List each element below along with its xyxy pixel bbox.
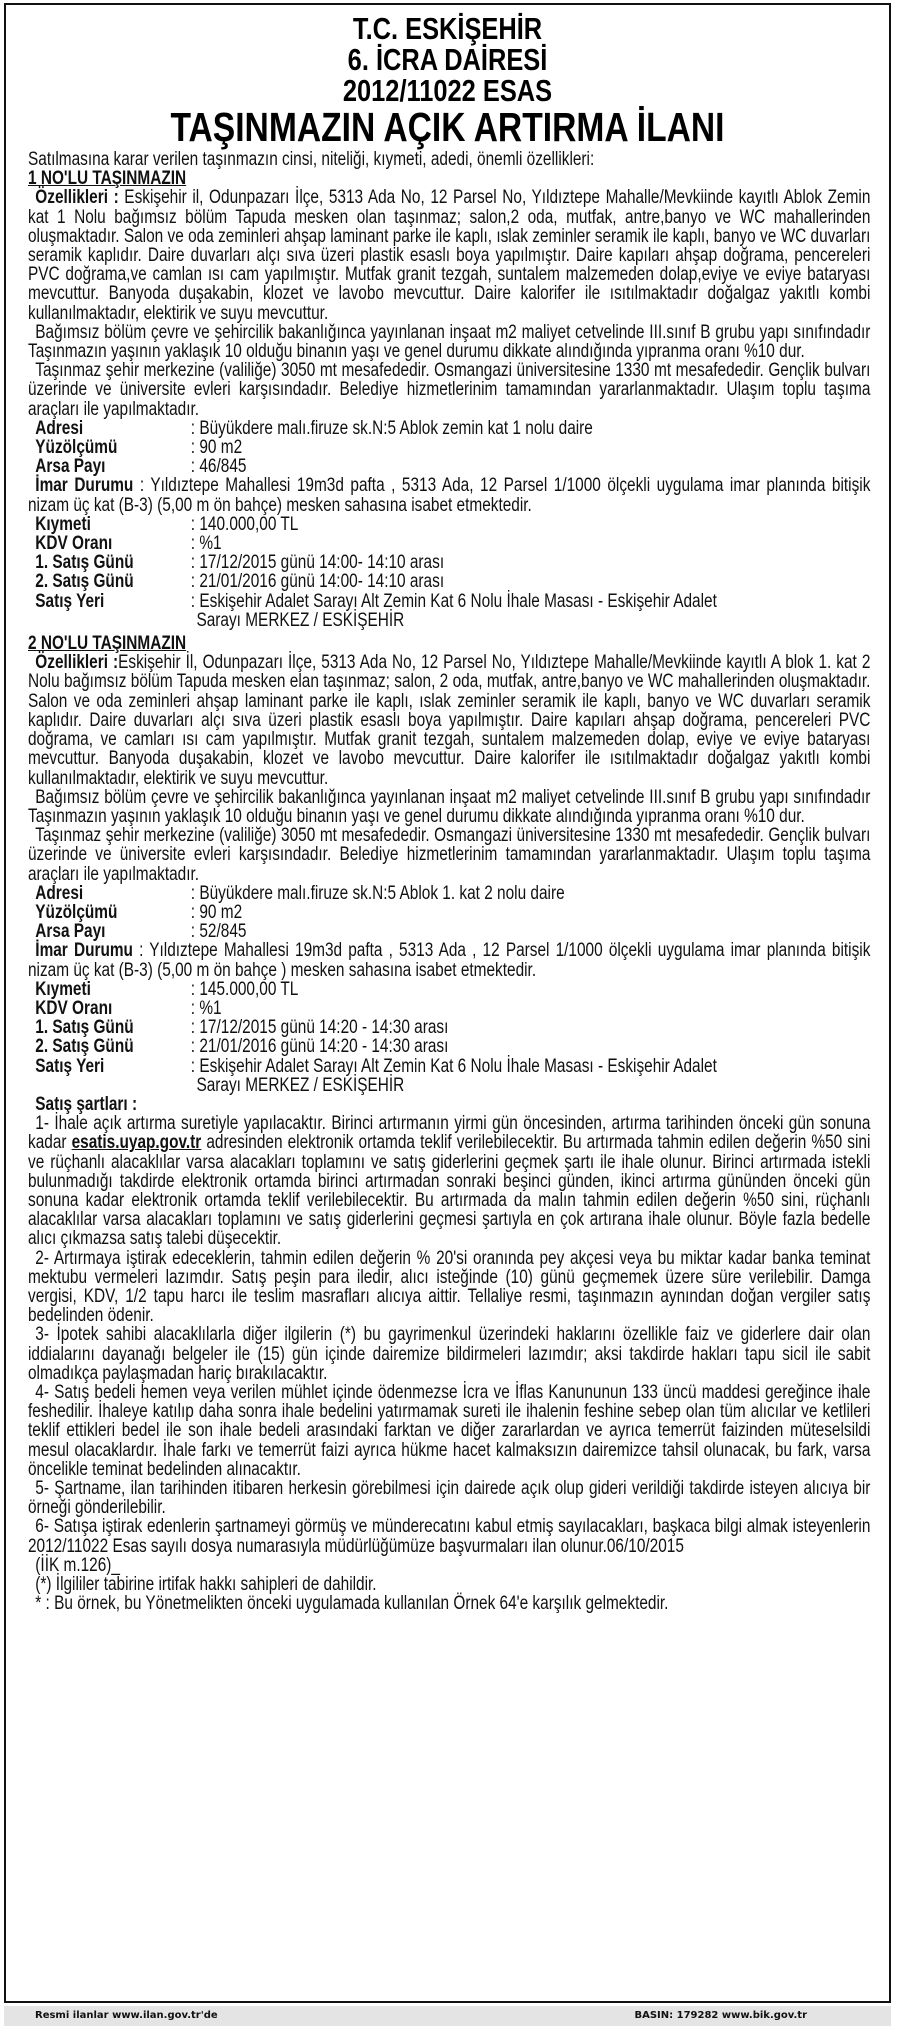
field-value: : 145.000,00 TL <box>190 978 299 1000</box>
field-sale-place <box>28 1057 870 1095</box>
field-value: : %1 <box>190 997 222 1019</box>
field-vat-rate <box>28 999 870 1018</box>
case-number-title: 2012/11022 ESAS <box>342 73 553 108</box>
esatis-link[interactable]: esatis.uyap.gov.tr <box>71 1132 202 1154</box>
property-cost-class: Bağımsız bölüm çevre ve şehircilik bakanlığınca yayınlanan inşaat m2 maliyet cetvelinde III.sınıf B grubu yapı sınıfındadır Taşınmazın yaşının yaklaşık 10 olduğu binanın yaşı ve genel durumu dikkate alındığında yıpranma oranı %10 dur. <box>28 321 871 363</box>
field-value: : 52/845 <box>190 921 247 943</box>
field-value-estimate <box>28 980 870 999</box>
field-value-line2: Sarayı MERKEZ / ESKİŞEHİR <box>196 1074 405 1096</box>
features-label: Özellikleri : <box>35 187 119 209</box>
condition-1 <box>28 1114 870 1248</box>
footer-bar <box>4 2006 891 2026</box>
field-label: Yüzölçümü <box>35 901 118 923</box>
condition-6: 6- Satışa iştirak edenlerin şartnameyi görmüş ve münderecatını kabul etmiş sayılacakları, başkaca bilgi almak isteyenlerin 2012/11022 Esas sayılı dosya numarasıyla müdürlüğümüze başvurmaları ilan olunur.06/10/2015 <box>28 1516 871 1557</box>
footer-ilan-link[interactable]: Resmi ilanlar www.ilan.gov.tr'de <box>35 2010 218 2021</box>
notice-header <box>6 11 889 150</box>
field-sale-place <box>28 592 870 630</box>
property-features <box>28 653 870 787</box>
field-value: : 17/12/2015 günü 14:20 - 14:30 arası <box>190 1017 449 1039</box>
footer-press-info[interactable]: BASIN: 179282 www.bik.gov.tr <box>634 2010 807 2021</box>
property-location: Taşınmaz şehir merkezine (valiliğe) 3050 mt mesafededir. Osmangazi üniversitesine 1330 mt mesafededir. Gençlik bulvarı üzerinde ve üniversite evleri karşısındadır. Belediye hizmetlerinim tamamından yararlanmaktadır. Ulaşım toplu taşıma araçları ile yapılmaktadır. <box>28 360 871 420</box>
notice-title: TAŞINMAZIN AÇIK ARTIRMA İLANI <box>170 104 725 150</box>
field-value: : Yıldıztepe Mahallesi 19m3d pafta , 5313 Ada , 12 Parsel 1/1000 ölçekli uygulama imar planında bitişik nizam üç kat (B-3) (5,00 m ön bahçe ) mesken sahasına isabet etmektedir. <box>28 940 871 981</box>
field-label: 1. Satış Günü <box>35 1017 134 1039</box>
conditions-heading: Satış şartları : <box>35 1093 138 1115</box>
field-label: İmar Durumu <box>35 475 134 497</box>
city-title: T.C. ESKİŞEHİR <box>352 11 543 46</box>
field-land-share <box>28 922 870 941</box>
field-label: Adresi <box>35 882 84 904</box>
property-heading: 1 NO'LU TAŞINMAZIN <box>28 168 187 190</box>
condition-4: 4- Satış bedeli hemen veya verilen mühlet içinde ödenmezse İcra ve İflas Kanununun 133 üncü maddesi gereğince ihale feshedilir. İhaleye katılıp daha sonra ihale bedelini yatırmamak sureti ile ihalenin feshine sebep olan tüm alıcılar ve ketlileri teklif ettikleri bedel ile son ihale bedeli arasındaki farktan ve diğer zararlardan ve ayrıca temerrüt faizinden müteselsildi mesul olacaklardır. İhale farkı ve temerrüt faizi ayrıca hükme hacet kalmaksızın dairemizce tahsil olunacak, bu fark, varsa öncelikle teminat bedelinden alınacaktır. <box>28 1382 871 1480</box>
field-label: Yüzölçümü <box>35 437 118 459</box>
field-value: : 21/01/2016 günü 14:20 - 14:30 arası <box>190 1036 449 1058</box>
field-label: İmar Durumu <box>35 940 133 962</box>
condition-3: 3- İpotek sahibi alacaklılarla diğer ilgilerin (*) bu gayrimenkul üzerindeki haklarını özellikle faiz ve giderlere dair olan iddialarını dayanağı belgeler ile (15) gün içinde dairemize bildirmeleri lazımdır; aksi takdirde hakları tapu sicil ile sabit olmadıkça paylaşmadan hariç bırakılacaktır. <box>28 1324 871 1384</box>
field-area <box>28 438 870 457</box>
field-value: : 17/12/2015 günü 14:00- 14:10 arası <box>190 552 445 574</box>
field-value: : 90 m2 <box>190 901 243 923</box>
field-area <box>28 903 870 922</box>
field-address <box>28 884 870 903</box>
condition-1-text-b: adresinden elektronik ortamda teklif verilebilecektir. Bu artırmada tahmin edilen değerin %50 sini ve rüçhanlı alacaklılar varsa alacakları toplamını ve satış giderlerini geçmek şartı ile ihale olunur. Birinci artırmada istekli bulunmadığı takdirde elektronik ortamda birinci artırmadan sonraki beşinci günden, ikinci artırma gününden önceki gün sonuna kadar elektronik ortamda teklif verilebilecektir. Bu artırmada da malın tahmin edilen değerin %50 sini, rüçhanlı alacaklılar varsa alacakları toplamını ve satış giderlerini geçmesi şartıyla en çok artırana ihale olunur. Böyle fazla bedelle alıcı çıkmazsa satış talebi düşecektir. <box>28 1132 871 1250</box>
sale-conditions <box>28 1095 870 1613</box>
field-value: : 90 m2 <box>190 437 243 459</box>
field-label: Adresi <box>35 417 84 439</box>
field-label: 1. Satış Günü <box>35 552 134 574</box>
field-label: Arsa Payı <box>35 921 106 943</box>
field-value-line2: Sarayı MERKEZ / ESKİŞEHİR <box>196 609 405 631</box>
field-vat-rate <box>28 534 870 553</box>
field-value <box>191 1057 871 1095</box>
property-features <box>28 188 870 322</box>
field-value-line1: : Eskişehir Adalet Sarayı Alt Zemin Kat 6 Nolu İhale Masası - Eskişehir Adalet <box>190 590 717 612</box>
field-label: KDV Oranı <box>35 533 113 555</box>
field-label: 2. Satış Günü <box>35 1036 134 1058</box>
field-value: : Yıldıztepe Mahallesi 19m3d pafta , 5313 Ada, 12 Parsel 1/1000 ölçekli uygulama imar planında bitişik nizam üç kat (B-3) (5,00 m ön bahçe) mesken sahasına isabet etmektedir. <box>28 475 871 516</box>
condition-5: 5- Şartname, ilan tarihinden itibaren herkesin görebilmesi için dairede açık olup gideri verildiği takdirde isteyen alıcıya bir örneği gönderilebilir. <box>28 1478 871 1519</box>
field-label: KDV Oranı <box>35 997 113 1019</box>
office-title: 6. İCRA DAİRESİ <box>347 42 548 77</box>
property-1 <box>28 169 870 630</box>
property-heading: 2 NO'LU TAŞINMAZIN <box>28 633 187 655</box>
field-value <box>191 592 871 630</box>
field-sale-day-2 <box>28 1037 870 1056</box>
footnote-example: * : Bu örnek, bu Yönetmelikten önceki uygulamada kullanılan Örnek 64'e karşılık gelmektedir. <box>35 1593 669 1615</box>
features-text: Eskişehir il, Odunpazarı İlçe, 5313 Ada No, 12 Parsel No, Yıldıztepe Mahalle/Mevkiinde kayıtlı Ablok Zemin kat 1 Nolu bağımsız bölüm Tapuda mesken olan taşınmaz; salon,2 oda, mutfak, antre,banyo ve WC mahallerinden oluşmaktadır. Salon ve oda zeminleri ahşap laminant parke ile kaplı, ıslak zeminler seramik ile kaplı, banyo ve WC duvarları seramik kaplıdır. Daire duvarları alçı sıva üzeri plastik esaslı boya yapılmıştır. Daire kapıları ahşap doğrama, pencereleri PVC doğrama,ve camlan ısı cam yapılmıştır. Mutfak granit tezgah, suntalem malzemeden dolap,eviye ve eviye bataryası mevcuttur. Banyoda duşakabin, klozet ve lavobo mevcuttur. Daire kalorifer ile ısıtılmaktadır doğalgaz yakıtlı kombi kullanılmaktadır, elektirik ve suyu mevcuttur. <box>28 187 871 324</box>
field-address <box>28 419 870 438</box>
field-label: Kıymeti <box>35 513 91 535</box>
field-value: : 21/01/2016 günü 14:00- 14:10 arası <box>190 571 445 593</box>
field-zoning <box>28 941 870 979</box>
condition-1-text-a: 1- İhale açık artırma suretiyle yapılacaktır. Birinci artırmanın yirmi gün öncesinden, artırma tarihinden önceki gün sonuna kadar <box>28 1113 871 1154</box>
property-location: Taşınmaz şehir merkezine (valiliğe) 3050 mt mesafededir. Osmangazi üniversitesine 1330 mt mesafededir. Gençlik bulvarı üzerinde ve üniversite evleri karşısındadır. Belediye hizmetlerinim tamamından yararlanmaktadır. Ulaşım toplu taşıma araçları ile yapılmaktadır. <box>28 825 871 885</box>
field-value: : 46/845 <box>190 456 247 478</box>
field-value-estimate <box>28 515 870 534</box>
field-land-share <box>28 457 870 476</box>
intro-text: Satılmasına karar verilen taşınmazın cinsi, niteliği, kıymeti, adedi, önemli özellikleri: <box>28 149 595 170</box>
field-value: : 140.000,00 TL <box>190 513 299 535</box>
field-label: Satış Yeri <box>35 590 105 612</box>
field-label: Kıymeti <box>35 978 91 1000</box>
field-value: : Büyükdere malı.firuze sk.N:5 Ablok 1. kat 2 nolu daire <box>190 882 565 904</box>
property-2 <box>28 634 870 1095</box>
field-value-line1: : Eskişehir Adalet Sarayı Alt Zemin Kat 6 Nolu İhale Masası - Eskişehir Adalet <box>190 1055 717 1077</box>
field-label: Arsa Payı <box>35 456 106 478</box>
property-cost-class: Bağımsız bölüm çevre ve şehircilik bakanlığınca yayınlanan inşaat m2 maliyet cetvelinde III.sınıf B grubu yapı sınıfındadır Taşınmazın yaşının yaklaşık 10 olduğu binanın yaşı ve genel durumu dikkate alındığında yıpranma oranı %10 dur. <box>28 786 871 827</box>
field-value: : Büyükdere malı.firuze sk.N:5 Ablok zemin kat 1 nolu daire <box>190 417 593 439</box>
field-sale-day-1 <box>28 1018 870 1037</box>
field-label: 2. Satış Günü <box>35 571 134 593</box>
footnote-interested-parties: (*) İlgililer tabirine irtifak hakkı sahipleri de dahildir. <box>35 1574 377 1596</box>
condition-2: 2- Artırmaya iştirak edeceklerin, tahmin edilen değerin % 20'si oranında pey akçesi veya bu miktar kadar banka teminat mektubu vermeleri lazımdır. Satış peşin para iledir, alıcı isteğinde (10) günü geçmemek üzere süre verilebilir. Damga vergisi, KDV, 1/2 tapu harcı ile teslim masrafları alıcıya aittir. Tellaliye resmi, taşınmazın aynından doğan vergiler satış bedelinden ödenir. <box>28 1247 871 1327</box>
field-value: : %1 <box>190 533 222 555</box>
field-label: Satış Yeri <box>35 1055 105 1077</box>
field-sale-day-1 <box>28 553 870 572</box>
legal-reference: (İİK m.126)_ <box>35 1554 120 1576</box>
features-text: Eskişehir İl, Odunpazarı İlçe, 5313 Ada No, 12 Parsel No, Yıldıztepe Mahalle/Mevkiinde kayıtlı A blok 1. kat 2 Nolu bağımsız bölüm Tapuda mesken elan taşınmaz; salon, 2 oda, mutfak, antre,banyo ve WC mahallerinden oluşmaktadır. Salon ve oda zeminleri ahşap laminant parke ile kaplı, ıslak zeminler seramik ile kaplı, banyo ve WC duvarları seramik kaplıdır. Daire duvarları alçı sıva üzeri plastik esaslı boya yapılmıştır. Daire kapıları ahşap doğrama, pencereleri PVC doğrama, ve camları ısı cam yapılmıştır. Mutfak granit tezgah, suntalem malzemeden dolap, eviye ve eviye bataryası mevcuttur. Banyoda duşakabin, klozet ve lavobo mevcuttur. Daire kalorifer ile ısıtılmaktadır doğalgaz yakıtlı kombi kullanılmaktadır, elektirik ve suyu mevcuttur. <box>28 652 871 789</box>
notice-body <box>28 150 870 1613</box>
features-label: Özellikleri : <box>35 652 119 674</box>
field-zoning <box>28 476 870 514</box>
field-sale-day-2 <box>28 572 870 591</box>
